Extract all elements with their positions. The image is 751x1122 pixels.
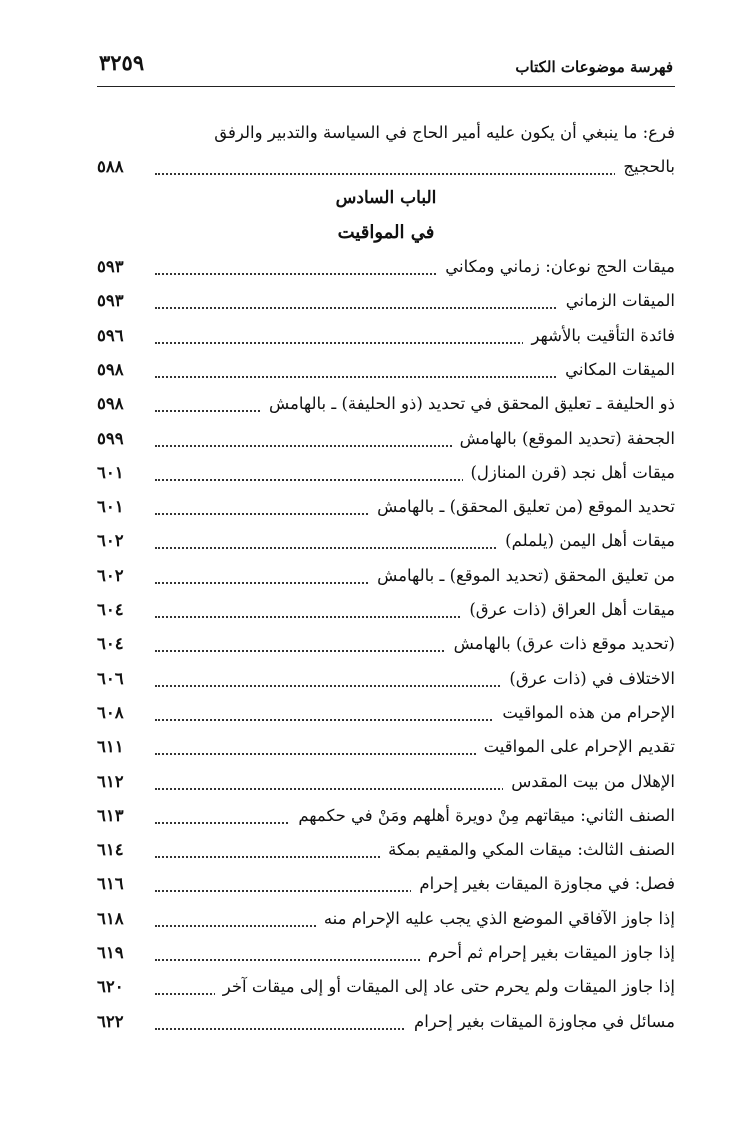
- toc-entry-text: الصنف الثاني: ميقاتهم مِنْ دويرة أهلهم ومَنْ في حكمهم: [290, 799, 675, 833]
- toc-entry-text: الصنف الثالث: ميقات المكي والمقيم بمكة: [380, 833, 675, 867]
- toc-entry: [97, 627, 675, 661]
- toc-page-number: ٦٠١: [97, 462, 124, 482]
- chapter-subtitle: في المواقيت: [337, 222, 435, 243]
- toc-entry: [97, 970, 675, 1004]
- toc-page-number: ٥٩٣: [97, 257, 124, 276]
- toc-page-number: ٥٩٩: [97, 428, 124, 448]
- toc-entry-text: ميقات أهل اليمن (يلملم): [497, 524, 675, 558]
- toc-entry: [97, 799, 675, 833]
- toc-entry: [97, 902, 675, 936]
- toc-entry-text: فائدة التأقيت بالأشهر: [523, 319, 675, 353]
- toc-page-number: ٦٠٨: [97, 702, 124, 722]
- toc-entry: [97, 867, 675, 901]
- toc-entry: [97, 559, 675, 593]
- toc-entry-text: مسائل في مجاوزة الميقات بغير إحرام: [406, 1005, 675, 1039]
- toc-page-number: ٥٩٦: [97, 325, 124, 345]
- toc-entry-text: الميقات المكاني: [557, 353, 675, 387]
- toc-page-number: ٦١٩: [97, 943, 124, 962]
- toc-entry: [97, 1005, 675, 1039]
- toc-entry-text: الاختلاف في (ذات عرق): [501, 662, 675, 696]
- toc-entry-text: الإحرام من هذه المواقيت: [494, 696, 675, 730]
- toc-page-number: ٦١٢: [97, 771, 124, 791]
- toc-entry-text: إذا جاوز الميقات بغير إحرام ثم أحرم: [420, 936, 675, 970]
- toc-entry: [97, 319, 675, 353]
- toc-page-number: ٦٢٢: [97, 1011, 124, 1031]
- toc-entry-text: من تعليق المحقق (تحديد الموقع) ـ بالهامش: [369, 559, 675, 593]
- toc-intro-line-1: [97, 116, 675, 150]
- toc-page-number: ٥٩٣: [97, 291, 124, 311]
- toc-entry-text: (تحديد موقع ذات عرق) بالهامش: [446, 627, 675, 661]
- toc-intro-line-2: [97, 150, 675, 184]
- toc-entry: [97, 936, 675, 970]
- toc-entry-text: تقديم الإحرام على المواقيت: [476, 730, 675, 764]
- toc-page-number: ٦١٦: [97, 874, 124, 894]
- toc-page-number: ٦١٨: [97, 908, 124, 928]
- toc-entry: [97, 250, 675, 284]
- toc-page-number: ٦١٣: [97, 805, 124, 825]
- toc-entry: [97, 490, 675, 524]
- toc-entry: [97, 730, 675, 764]
- toc-intro-text-1: فرع: ما ينبغي أن يكون عليه أمير الحاج في السياسة والتدبير والرفق: [214, 116, 675, 150]
- toc-entry: [97, 593, 675, 627]
- chapter-title: الباب السادس: [335, 188, 437, 208]
- leader-dots: [155, 173, 675, 175]
- toc-page-number: ٦١١: [97, 737, 124, 757]
- toc-entry-text: الميقات الزماني: [558, 284, 675, 318]
- toc-page-number: ٦٠٦: [97, 668, 124, 688]
- toc-entry: [97, 524, 675, 558]
- toc-entry: [97, 833, 675, 867]
- toc-entry: [97, 284, 675, 318]
- toc-entry-text: تحديد الموقع (من تعليق المحقق) ـ بالهامش: [369, 490, 675, 524]
- toc-intro-text-2: بالحجيج: [615, 150, 675, 184]
- toc-page-number: ٦٠٤: [97, 600, 124, 619]
- toc-page-number: ٦٠٤: [97, 634, 124, 654]
- toc-entry: [97, 662, 675, 696]
- toc-page-number: ٥٩٨: [97, 394, 124, 414]
- toc-entry-text: الجحفة (تحديد الموقع) بالهامش: [452, 422, 675, 456]
- toc-page-number: ٦١٤: [97, 840, 124, 860]
- toc-entry-text: ذو الحليفة ـ تعليق المحقق في تحديد (ذو الحليفة) ـ بالهامش: [261, 387, 675, 421]
- running-title: فهرسة موضوعات الكتاب: [515, 58, 673, 76]
- toc-page-number: ٦٠٢: [97, 531, 124, 551]
- toc-entry-text: فصل: في مجاوزة الميقات بغير إحرام: [411, 867, 675, 901]
- toc-entry: [97, 696, 675, 730]
- toc-entry: [97, 422, 675, 456]
- page-header: [97, 46, 675, 87]
- toc-entry: [97, 387, 675, 421]
- page-number: ٣٢٥٩: [99, 50, 145, 75]
- toc-entry-text: ميقات الحج نوعان: زماني ومكاني: [437, 250, 675, 284]
- toc-entry-text: إذا جاوز الآفاقي الموضع الذي يجب عليه الإحرام منه: [316, 902, 675, 936]
- toc-page-number: ٦٠١: [97, 497, 124, 517]
- toc-entry: [97, 765, 675, 799]
- toc-page-number: ٦٢٠: [97, 977, 124, 997]
- toc-entry: [97, 353, 675, 387]
- toc-entry-text: ميقات أهل العراق (ذات عرق): [461, 593, 675, 627]
- toc-page-number: ٦٠٢: [97, 565, 124, 585]
- toc-entry: [97, 456, 675, 490]
- toc-entry-text: إذا جاوز الميقات ولم يحرم حتى عاد إلى الميقات أو إلى ميقات آخر: [215, 970, 675, 1004]
- toc-page-number: ٥٨٨: [97, 157, 124, 176]
- toc-entry-text: الإهلال من بيت المقدس: [503, 765, 675, 799]
- toc-page-number: ٥٩٨: [97, 359, 124, 379]
- toc-entry-text: ميقات أهل نجد (قرن المنازل): [463, 456, 676, 490]
